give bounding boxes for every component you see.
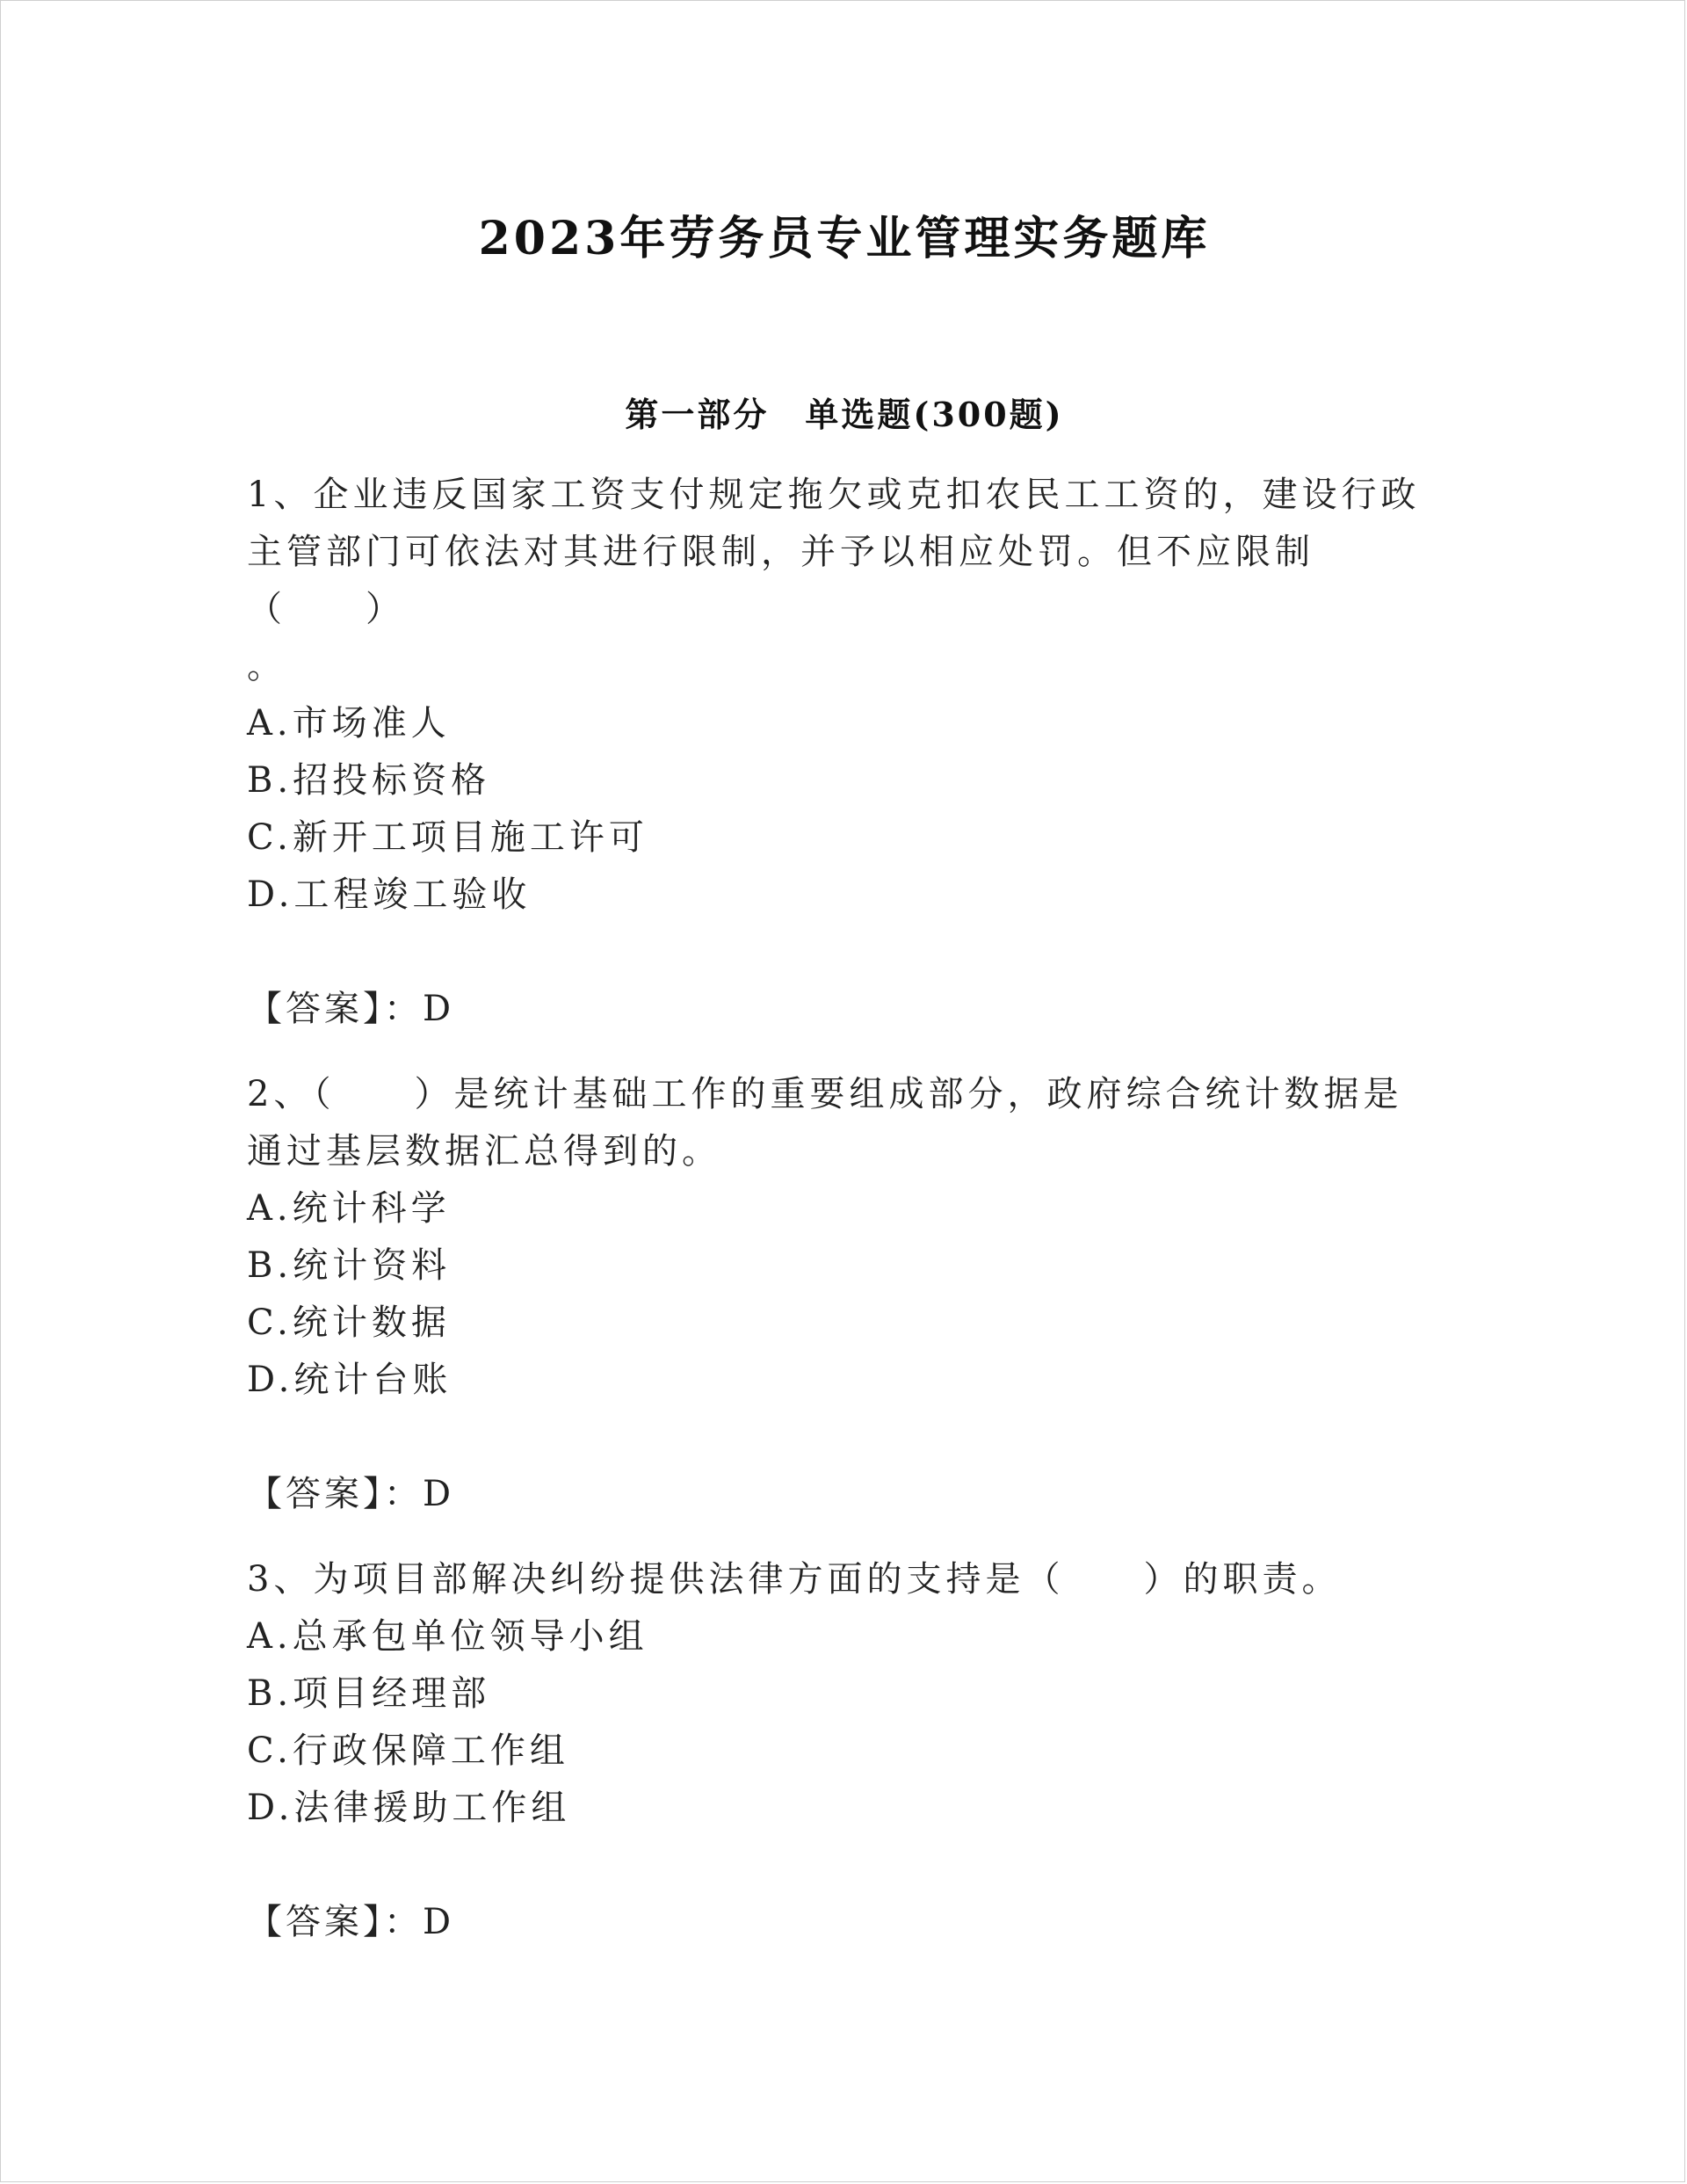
question-option-c: C.行政保障工作组 (247, 1731, 569, 1771)
question-option-b: B.统计资料 (247, 1245, 452, 1286)
question-answer: 【答案】：D (247, 1902, 455, 1942)
question-answer: 【答案】：D (247, 1474, 455, 1514)
question-option-a: A.总承包单位领导小组 (247, 1616, 648, 1657)
question-option-c: C.统计数据 (247, 1302, 451, 1343)
question-option-b: B.招投标资格 (247, 760, 491, 801)
question-list (247, 467, 1442, 1951)
question-stem: 2、（ ）是统计基础工作的重要组成部分，政府综合统计数据是通过基层数据汇总得到的。 (247, 1074, 1403, 1172)
question-3 (247, 1551, 1442, 1951)
question-spacer (247, 1523, 1442, 1551)
question-stem: 1、企业违反国家工资支付规定拖欠或克扣农民工工资的，建设行政主管部门可依法对其进行限制，并予以相应处罚。但不应限制（ ） 。 (247, 475, 1421, 686)
question-option-d: D.法律援助工作组 (247, 1788, 571, 1828)
question-option-b: B.项目经理部 (247, 1673, 491, 1714)
question-stem: 3、为项目部解决纠纷提供法律方面的支持是（ ）的职责。 (247, 1559, 1342, 1600)
document-title: 2023年劳务员专业管理实务题库 (478, 212, 1211, 265)
question-2 (247, 1066, 1442, 1523)
question-option-a: A.统计科学 (247, 1188, 451, 1229)
question-option-c: C.新开工项目施工许可 (247, 817, 648, 858)
question-option-d: D.统计台账 (247, 1360, 453, 1400)
question-option-d: D.工程竣工验收 (247, 874, 532, 915)
question-option-a: A.市场准人 (247, 703, 451, 744)
question-1 (247, 467, 1442, 1038)
question-answer: 【答案】：D (247, 989, 455, 1029)
section-title: 第一部分 单选题(300题) (625, 395, 1064, 434)
question-spacer (247, 1038, 1442, 1066)
